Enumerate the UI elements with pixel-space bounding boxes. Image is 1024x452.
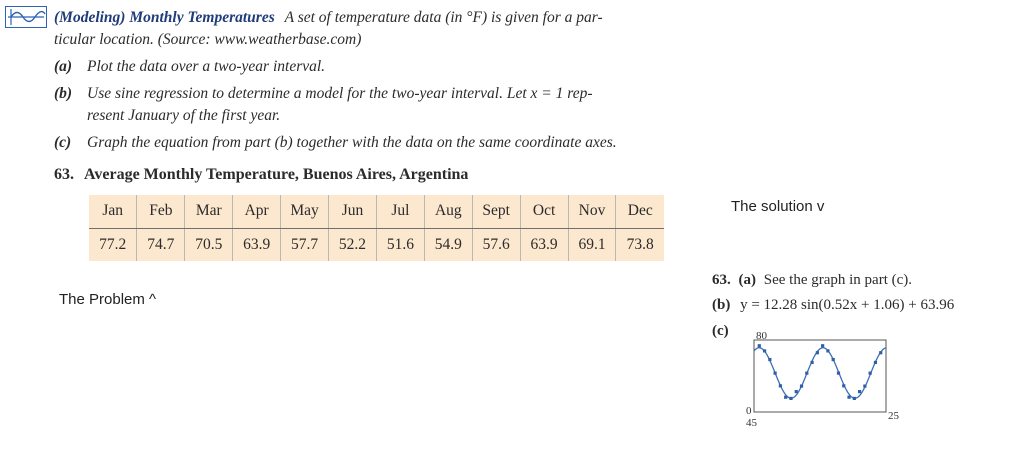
solution-b-label: (b)	[712, 297, 731, 313]
temperature-cell: 77.2	[89, 228, 137, 261]
solution-number: 63.	[712, 272, 731, 288]
temperature-cell: 51.6	[376, 228, 424, 261]
month-cell: Jun	[329, 195, 377, 228]
problem-title: (Modeling) Monthly Temperatures	[54, 9, 275, 26]
data-point	[842, 384, 845, 387]
temperature-cell: 69.1	[568, 228, 616, 261]
temperature-row	[89, 228, 664, 261]
data-point	[816, 351, 819, 354]
data-point	[763, 349, 766, 352]
temperature-cell: 52.2	[329, 228, 377, 261]
solution-caption: The solution v	[731, 198, 825, 215]
y-min-tick-label: 45	[746, 417, 757, 429]
data-point	[789, 397, 792, 400]
x-min-tick-label: 0	[746, 405, 752, 417]
temperature-cell: 57.6	[472, 228, 520, 261]
solution-part-a	[712, 272, 912, 289]
data-point	[858, 390, 861, 393]
temperature-cell: 63.9	[233, 228, 281, 261]
part-b	[54, 85, 593, 103]
month-cell: Apr	[233, 195, 281, 228]
problem-caption: The Problem ^	[59, 291, 157, 308]
data-point	[847, 396, 850, 399]
month-cell: Jul	[376, 195, 424, 228]
part-c-text: Graph the equation from part (b) together with the data on the same coordinate axes.	[87, 134, 617, 151]
data-point	[837, 372, 840, 375]
solution-part-b	[712, 297, 954, 314]
temperature-cell: 63.9	[520, 228, 568, 261]
modeling-graph-icon	[5, 6, 47, 28]
month-cell: Mar	[185, 195, 233, 228]
part-c-label: (c)	[54, 134, 72, 151]
month-cell: Nov	[568, 195, 616, 228]
part-a-text: Plot the data over a two-year interval.	[87, 58, 326, 75]
x-max-tick-label: 25	[888, 410, 899, 422]
data-point	[879, 351, 882, 354]
month-cell: Feb	[137, 195, 185, 228]
temperature-chart	[744, 330, 924, 442]
y-max-tick-label: 80	[756, 330, 767, 342]
part-b-text: Use sine regression to determine a model for the two-year interval. Let x = 1 rep-	[87, 85, 593, 102]
month-cell: May	[281, 195, 329, 228]
part-a-label: (a)	[54, 58, 73, 75]
data-point	[832, 358, 835, 361]
temperature-cell: 57.7	[281, 228, 329, 261]
problem-intro-line2: ticular location. (Source: www.weatherbase.com)	[54, 31, 362, 48]
temperature-cell: 73.8	[616, 228, 664, 261]
month-cell: Sept	[472, 195, 520, 228]
temperature-cell: 74.7	[137, 228, 185, 261]
data-point	[863, 384, 866, 387]
data-point	[826, 349, 829, 352]
temperature-table	[89, 195, 664, 261]
month-cell: Dec	[616, 195, 664, 228]
data-points	[758, 344, 883, 400]
data-point	[800, 384, 803, 387]
temperature-cell: 54.9	[424, 228, 472, 261]
data-point	[869, 372, 872, 375]
exercise-heading	[54, 166, 468, 184]
solution-a-text: See the graph in part (c).	[763, 272, 913, 288]
part-b-label: (b)	[54, 85, 73, 102]
data-point	[795, 390, 798, 393]
intro-text: A set of temperature data (in °F) is given for a par-	[284, 9, 603, 26]
data-point	[758, 344, 761, 347]
plot-frame	[754, 340, 886, 412]
month-cell: Oct	[520, 195, 568, 228]
data-point	[774, 372, 777, 375]
exercise-number: 63.	[54, 166, 74, 183]
data-point	[784, 396, 787, 399]
data-point	[779, 384, 782, 387]
part-a	[54, 58, 325, 76]
data-point	[805, 372, 808, 375]
solution-c-label: (c)	[712, 323, 729, 339]
month-cell: Aug	[424, 195, 472, 228]
solution-b-equation: y = 12.28 sin(0.52x + 1.06) + 63.96	[740, 297, 955, 313]
data-point	[768, 358, 771, 361]
temperature-cell: 70.5	[185, 228, 233, 261]
problem-intro-line1	[54, 9, 603, 27]
exercise-title: Average Monthly Temperature, Buenos Aires, Argentina	[84, 166, 469, 183]
part-c	[54, 134, 617, 152]
data-point	[874, 361, 877, 364]
month-row	[89, 195, 664, 228]
data-point	[821, 344, 824, 347]
solution-a-label: (a)	[738, 272, 756, 288]
data-point	[810, 361, 813, 364]
month-cell: Jan	[89, 195, 137, 228]
part-b-line2: resent January of the first year.	[87, 107, 281, 124]
data-point	[853, 397, 856, 400]
